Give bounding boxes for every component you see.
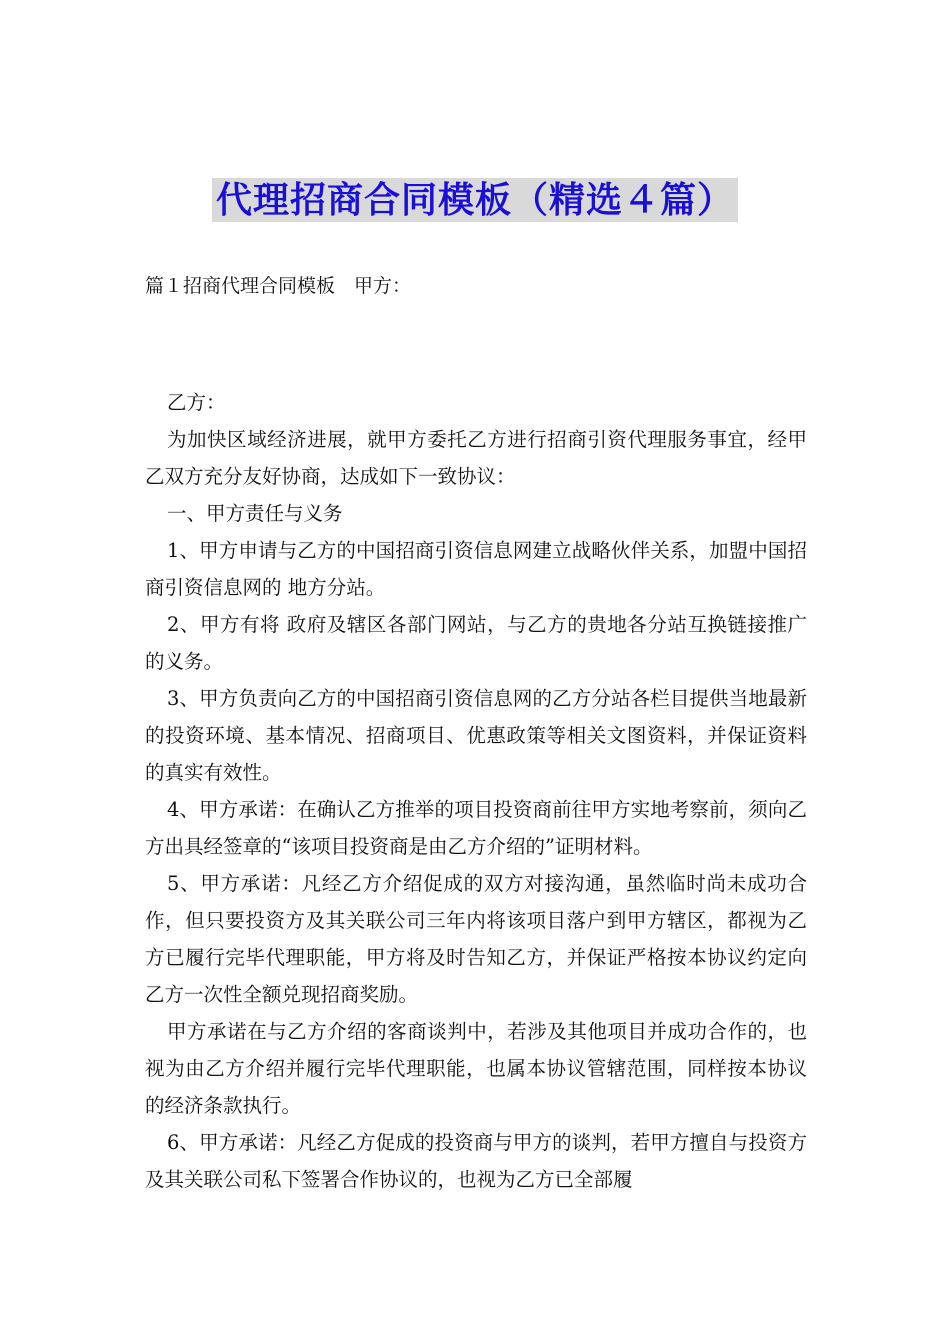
paragraph: 2、甲方有将 政府及辖区各部门网站，与乙方的贵地各分站互换链接推广的义务。 (145, 613, 807, 673)
paragraph: 为加快区域经济进展，就甲方委托乙方进行招商引资代理服务事宜，经甲乙双方充分友好协商，达成如下一致协议： (145, 428, 807, 488)
paragraph: 3、甲方负责向乙方的中国招商引资信息网的乙方分站各栏目提供当地最新的投资环境、基本情况、招商项目、优惠政策等相关文图资料，并保证资料的真实有效性。 (145, 687, 807, 784)
document-body (145, 384, 807, 1198)
paragraph: 4、甲方承诺：在确认乙方推举的项目投资商前往甲方实地考察前，须向乙方出具经签章的“该项目投资商是由乙方介绍的”证明材料。 (145, 798, 807, 858)
document-title: 代理招商合同模板（精选４篇） (212, 178, 738, 222)
paragraph: 1、甲方申请与乙方的中国招商引资信息网建立战略伙伴关系，加盟中国招商引资信息网的 地方分站。 (145, 539, 807, 599)
paragraph: 乙方： (167, 391, 226, 414)
title-block (0, 178, 950, 222)
intro-line: 篇１招商代理合同模板 甲方： (145, 275, 412, 297)
paragraph: 6、甲方承诺：凡经乙方促成的投资商与甲方的谈判，若甲方擅自与投资方及其关联公司私下签署合作协议的，也视为乙方已全部履 (145, 1131, 807, 1191)
paragraph: 一、甲方责任与义务 (167, 502, 343, 525)
paragraph: 5、甲方承诺：凡经乙方介绍促成的双方对接沟通，虽然临时尚未成功合作，但只要投资方及其关联公司三年内将该项目落户到甲方辖区，都视为乙方已履行完毕代理职能，甲方将及时告知乙方，并保证严格按本协议约定向乙方一次性全额兑现招商奖励。 (145, 872, 807, 1006)
paragraph: 甲方承诺在与乙方介绍的客商谈判中，若涉及其他项目并成功合作的，也视为由乙方介绍并履行完毕代理职能，也属本协议管辖范围，同样按本协议的经济条款执行。 (145, 1020, 807, 1117)
